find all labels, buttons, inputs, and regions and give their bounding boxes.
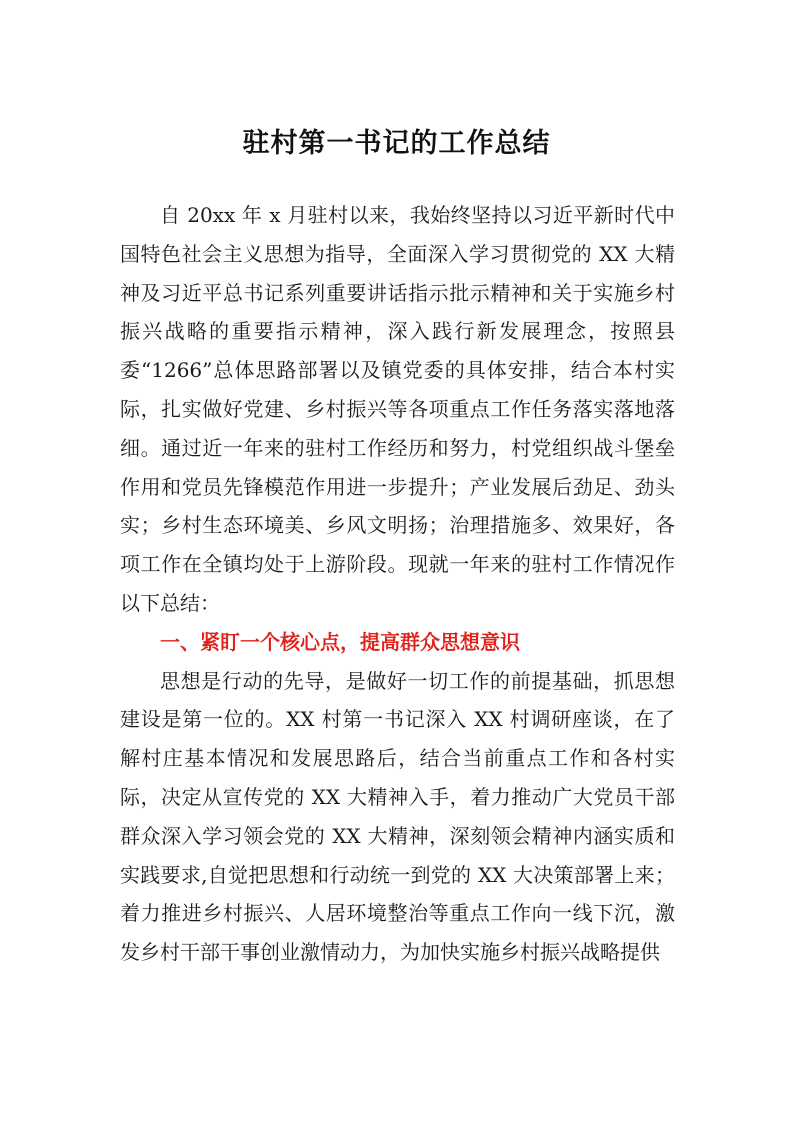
section-heading: 一、紧盯一个核心点，提高群众思想意识 [160, 629, 520, 654]
intro-paragraph: 自 20xx 年 x 月驻村以来，我始终坚持以习近平新时代中国特色社会主义思想为指导，全面深入学习贯彻党的 XX 大精神及习近平总书记系列重要讲话指示批示精神和关于实施乡村振兴战略的重要指示精神，深入践行新发展理念，按照县委“1266”总体思路部署以及镇党委的具体安排，结合本村实际，扎实做好党建、乡村振兴等各项重点工作任务落实落地落细。通过近一年来的驻村工作经历和努力，村党组织战斗堡垒作用和党员先锋模范作用进一步提升；产业发展后劲足、劲头实；乡村生态环境美、乡风文明扬；治理措施多、效果好，各项工作在全镇均处于上游阶段。现就一年来的驻村工作情况作以下总结： [120, 203, 675, 615]
section-paragraph: 思想是行动的先导，是做好一切工作的前提基础，抓思想建设是第一位的。XX 村第一书记深入 XX 村调研座谈，在了解村庄基本情况和发展思路后，结合当前重点工作和各村实际，决定从宣传党的 XX 大精神入手，着力推动广大党员干部群众深入学习领会党的 XX 大精神，深刻领会精神内涵实质和实践要求,自觉把思想和行动统一到党的 XX 大决策部署上来；着力推进乡村振兴、人居环境整治等重点工作向一线下沉，激发乡村干部干事创业激情动力，为加快实施乡村振兴战略提供 [120, 668, 675, 965]
document-body [120, 196, 675, 972]
document-title: 驻村第一书记的工作总结 [242, 128, 551, 159]
